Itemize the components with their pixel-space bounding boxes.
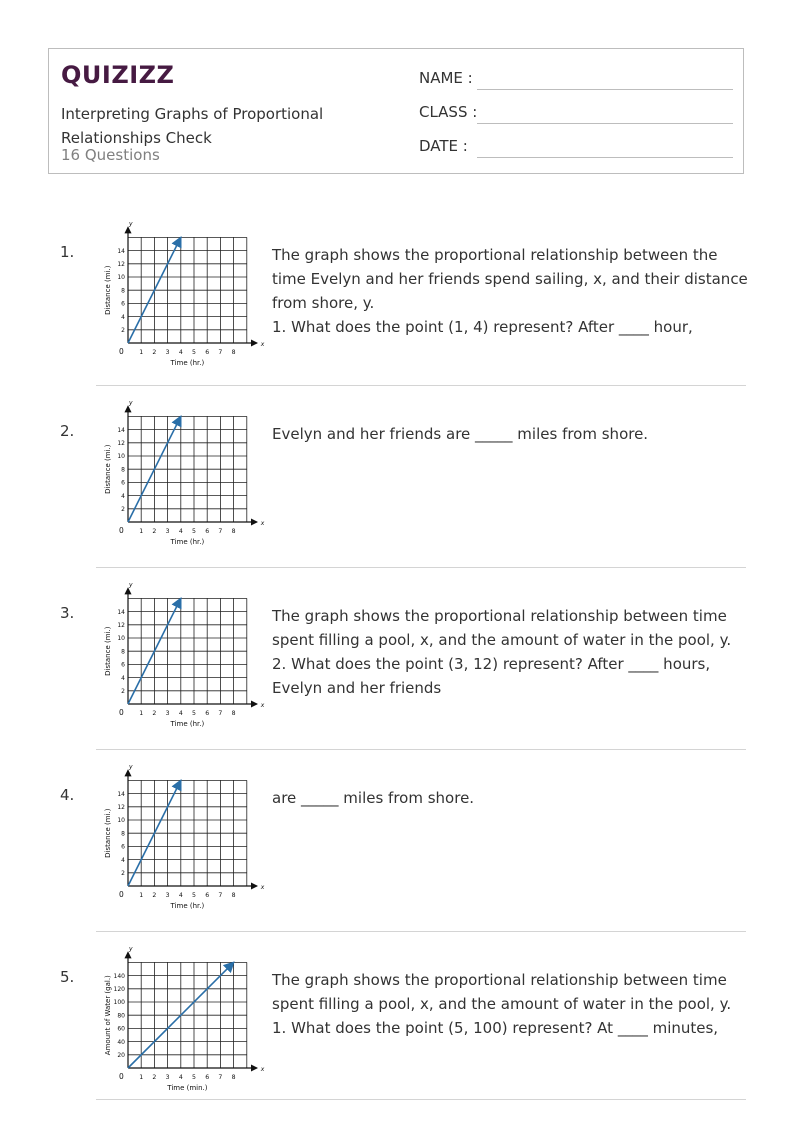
- question-text: are _____ miles from shore.: [272, 789, 475, 807]
- y-axis-title: Distance (mi.): [104, 626, 112, 676]
- question-text: Evelyn and her friends are _____ miles from shore.: [272, 425, 649, 443]
- y-tick-label: 6: [121, 479, 125, 487]
- name-label: NAME :: [419, 69, 473, 87]
- quizizz-logo: QUIZIZZ: [61, 61, 175, 89]
- y-tick-label: 4: [121, 856, 125, 864]
- x-axis-letter: x: [260, 702, 265, 709]
- x-tick-label: 2: [152, 892, 157, 899]
- x-tick-label: 5: [192, 710, 196, 717]
- y-tick-label: 140: [113, 972, 125, 980]
- x-axis-title: Time (hr.): [170, 359, 205, 367]
- x-tick-label: 6: [205, 1074, 210, 1081]
- question-count: 16 Questions: [61, 146, 160, 164]
- x-tick-label: 1: [139, 349, 144, 356]
- divider: [96, 385, 746, 386]
- y-tick-label: 2: [121, 327, 125, 334]
- x-tick-label: 8: [231, 349, 236, 356]
- x-axis-title: Time (hr.): [170, 902, 205, 910]
- x-axis-letter: x: [260, 520, 265, 527]
- question-text: The graph shows the proportional relationship between the time Evelyn and her friends spend sailing, x, and their distance from shore, y. 1. What does the point (1, 4) represent? After ____ hour,: [272, 246, 748, 336]
- y-tick-label: 6: [121, 843, 125, 851]
- x-tick-label: 3: [165, 1074, 170, 1081]
- x-tick-label: 2: [152, 349, 157, 356]
- x-tick-label: 5: [192, 1074, 196, 1081]
- x-tick-label: 2: [152, 1074, 157, 1081]
- y-tick-label: 40: [117, 1038, 125, 1046]
- y-tick-label: 14: [117, 608, 125, 616]
- y-tick-label: 2: [121, 506, 125, 513]
- origin-label: 0: [119, 708, 124, 717]
- x-tick-label: 4: [178, 892, 183, 899]
- origin-label: 0: [119, 1072, 124, 1081]
- x-tick-label: 4: [178, 710, 183, 717]
- y-axis-title: Amount of Water (gal.): [104, 975, 112, 1056]
- y-tick-label: 4: [121, 674, 125, 682]
- divider: [96, 567, 746, 568]
- y-tick-label: 60: [117, 1025, 125, 1033]
- y-tick-label: 12: [117, 804, 125, 811]
- x-tick-label: 8: [231, 528, 236, 535]
- y-axis-title: Distance (mi.): [104, 808, 112, 858]
- x-tick-label: 1: [139, 1074, 144, 1081]
- y-tick-label: 120: [113, 986, 125, 993]
- divider: [96, 749, 746, 750]
- y-tick-label: 20: [117, 1052, 125, 1059]
- y-tick-label: 4: [121, 492, 125, 500]
- x-tick-label: 2: [152, 528, 157, 535]
- divider: [96, 931, 746, 932]
- x-tick-label: 4: [178, 349, 183, 356]
- y-tick-label: 8: [121, 287, 125, 295]
- date-label: DATE :: [419, 137, 468, 155]
- y-tick-label: 10: [117, 817, 125, 825]
- origin-label: 0: [119, 347, 124, 356]
- x-axis-title: Time (hr.): [170, 538, 205, 546]
- y-axis-letter: y: [129, 763, 133, 771]
- question-text: The graph shows the proportional relationship between time spent filling a pool, x, and the amount of water in the pool, y. 1. What does the point (5, 100) represent? At ____ minutes,: [272, 971, 732, 1037]
- x-tick-label: 5: [192, 528, 196, 535]
- class-field[interactable]: [419, 103, 739, 127]
- x-tick-label: 1: [139, 528, 144, 535]
- y-tick-label: 14: [117, 426, 125, 434]
- x-axis-letter: x: [260, 884, 265, 891]
- origin-label: 0: [119, 890, 124, 899]
- question-number: 1.: [60, 243, 75, 261]
- x-tick-label: 4: [178, 1074, 183, 1081]
- x-tick-label: 1: [139, 710, 144, 717]
- worksheet-title: Interpreting Graphs of Proportional Relationships Check: [61, 105, 324, 147]
- y-tick-label: 2: [121, 870, 125, 877]
- x-tick-label: 3: [165, 528, 170, 535]
- question-number: 3.: [60, 604, 75, 622]
- divider: [96, 1099, 746, 1100]
- worksheet-header: [48, 48, 744, 174]
- y-tick-label: 8: [121, 830, 125, 838]
- x-tick-label: 5: [192, 892, 196, 899]
- x-tick-label: 2: [152, 710, 157, 717]
- y-tick-label: 100: [113, 999, 125, 1007]
- x-tick-label: 7: [218, 1074, 223, 1081]
- date-field[interactable]: [419, 137, 739, 161]
- y-axis-letter: y: [129, 399, 133, 407]
- y-tick-label: 14: [117, 790, 125, 798]
- question-5-graph: [96, 945, 266, 1094]
- y-axis-letter: y: [129, 220, 133, 228]
- question-4-graph: [96, 763, 266, 912]
- y-tick-label: 14: [117, 247, 125, 255]
- class-line[interactable]: [477, 123, 733, 124]
- x-tick-label: 6: [205, 528, 210, 535]
- y-axis-title: Distance (mi.): [104, 444, 112, 494]
- y-axis-title: Distance (mi.): [104, 265, 112, 315]
- x-tick-label: 5: [192, 349, 196, 356]
- y-tick-label: 10: [117, 635, 125, 643]
- y-tick-label: 12: [117, 261, 125, 268]
- question-number: 4.: [60, 786, 75, 804]
- question-1-graph: [96, 220, 266, 369]
- question-text: The graph shows the proportional relationship between time spent filling a pool, x, and the amount of water in the pool, y. 2. What does the point (3, 12) represent? After ____ hours, Evelyn and her friends: [272, 607, 732, 697]
- y-tick-label: 8: [121, 648, 125, 656]
- x-axis-title: Time (hr.): [170, 720, 205, 728]
- x-tick-label: 1: [139, 892, 144, 899]
- x-axis-letter: x: [260, 1066, 265, 1073]
- question-number: 2.: [60, 422, 75, 440]
- origin-label: 0: [119, 526, 124, 535]
- y-tick-label: 2: [121, 688, 125, 695]
- question-2-graph: [96, 399, 266, 548]
- y-tick-label: 8: [121, 466, 125, 474]
- y-tick-label: 80: [117, 1012, 125, 1020]
- name-line[interactable]: [477, 89, 733, 90]
- y-axis-letter: y: [129, 581, 133, 589]
- y-tick-label: 12: [117, 622, 125, 629]
- x-tick-label: 8: [231, 892, 236, 899]
- x-axis-letter: x: [260, 341, 265, 348]
- name-field[interactable]: [419, 69, 739, 93]
- x-tick-label: 3: [165, 892, 170, 899]
- x-tick-label: 6: [205, 710, 210, 717]
- x-tick-label: 7: [218, 528, 223, 535]
- y-tick-label: 4: [121, 313, 125, 321]
- x-tick-label: 4: [178, 528, 183, 535]
- x-tick-label: 7: [218, 710, 223, 717]
- class-label: CLASS :: [419, 103, 478, 121]
- x-tick-label: 3: [165, 349, 170, 356]
- y-tick-label: 10: [117, 453, 125, 461]
- x-tick-label: 3: [165, 710, 170, 717]
- x-tick-label: 6: [205, 349, 210, 356]
- y-tick-label: 6: [121, 300, 125, 308]
- y-tick-label: 12: [117, 440, 125, 447]
- question-3-graph: [96, 581, 266, 730]
- x-tick-label: 8: [231, 1074, 236, 1081]
- question-number: 5.: [60, 968, 75, 986]
- y-axis-letter: y: [129, 945, 133, 953]
- x-tick-label: 6: [205, 892, 210, 899]
- x-axis-title: Time (min.): [167, 1084, 208, 1092]
- y-tick-label: 6: [121, 661, 125, 669]
- x-tick-label: 7: [218, 892, 223, 899]
- y-tick-label: 10: [117, 274, 125, 282]
- x-tick-label: 7: [218, 349, 223, 356]
- date-line[interactable]: [477, 157, 733, 158]
- x-tick-label: 8: [231, 710, 236, 717]
